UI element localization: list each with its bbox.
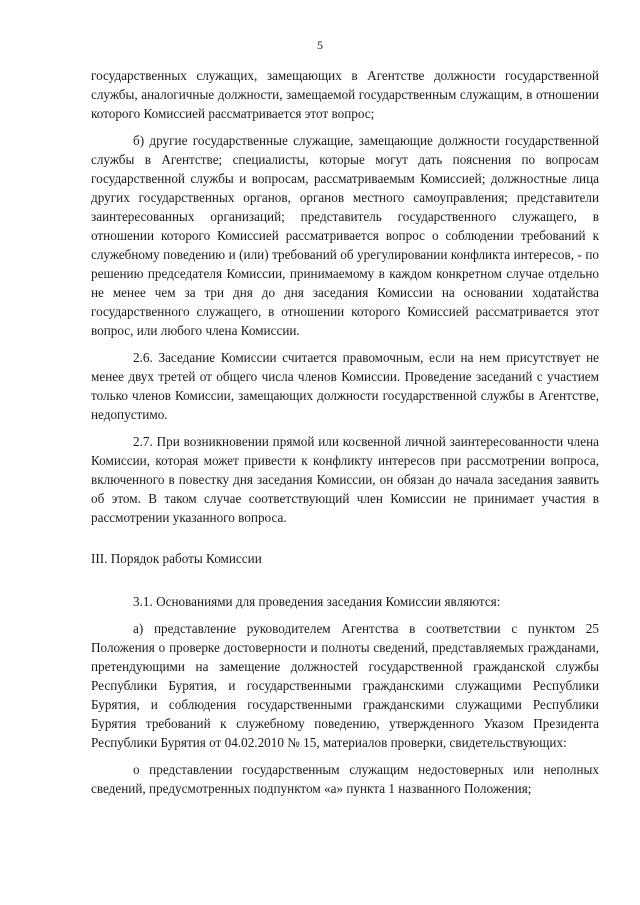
section-heading: III. Порядок работы Комиссии xyxy=(91,551,262,566)
paragraph-a: а) представление руководителем Агентства в соответствии с пунктом 25 Положения о проверке достоверности и полноты сведений, представляемых гражданами, претендующими на замещение должностей государственной гражданской службы Республики Бурятия, и государственными гражданскими служащими Республики Бурятия, и соблюдения государственными гражданскими служащими Республики Бурятия требований к служебному поведению, утвержденного Указом Президента Республики Бурятия от 04.02.2010 № 15, материалов проверки, свидетельствующих: xyxy=(91,621,599,750)
page-number: 5 xyxy=(317,38,323,52)
paragraph-2-6: 2.6. Заседание Комиссии считается правомочным, если на нем присутствует не менее двух третей от общего числа членов Комиссии. Проведение заседаний с участием только членов Комиссии, замещающих должности государственной службы в Агентстве, недопустимо. xyxy=(91,350,599,422)
paragraph-continuation: государственных служащих, замещающих в Агентстве должности государственной службы, аналогичные должности, замещаемой государственным служащим, в отношении которого Комиссией рассматривается этот вопрос; xyxy=(91,68,599,121)
paragraph-3-1: 3.1. Основаниями для проведения заседания Комиссии являются: xyxy=(133,594,501,609)
paragraph-o-predstavlenii: о представлении государственным служащим недостоверных или неполных сведений, предусмотренных подпунктом «а» пункта 1 названного Положения; xyxy=(91,762,599,796)
document-body xyxy=(91,66,599,798)
paragraph-b: б) другие государственные служащие, замещающие должности государственной службы в Агентстве; специалисты, которые могут дать пояснения по вопросам государственной службы и вопросам, рассматриваемым Комиссией; должностные лица других государственных органов, органов местного самоуправления; представители заинтересованных организаций; представитель государственного служащего, в отношении которого Комиссией рассматривается вопрос о соблюдении требований к служебному поведению и (или) требований об урегулировании конфликта интересов, - по решению председателя Комиссии, принимаемому в каждом конкретном случае отдельно не менее чем за три дня до дня заседания Комиссии на основании ходатайства государственного служащего, в отношении которого Комиссией рассматривается этот вопрос, или любого члена Комиссии. xyxy=(91,133,599,338)
paragraph-2-7: 2.7. При возникновении прямой или косвенной личной заинтересованности члена Комиссии, которая может привести к конфликту интересов при рассмотрении вопроса, включенного в повестку дня заседания Комиссии, он обязан до начала заседания заявить об этом. В таком случае соответствующий член Комиссии не принимает участия в рассмотрении указанного вопроса. xyxy=(91,434,599,525)
